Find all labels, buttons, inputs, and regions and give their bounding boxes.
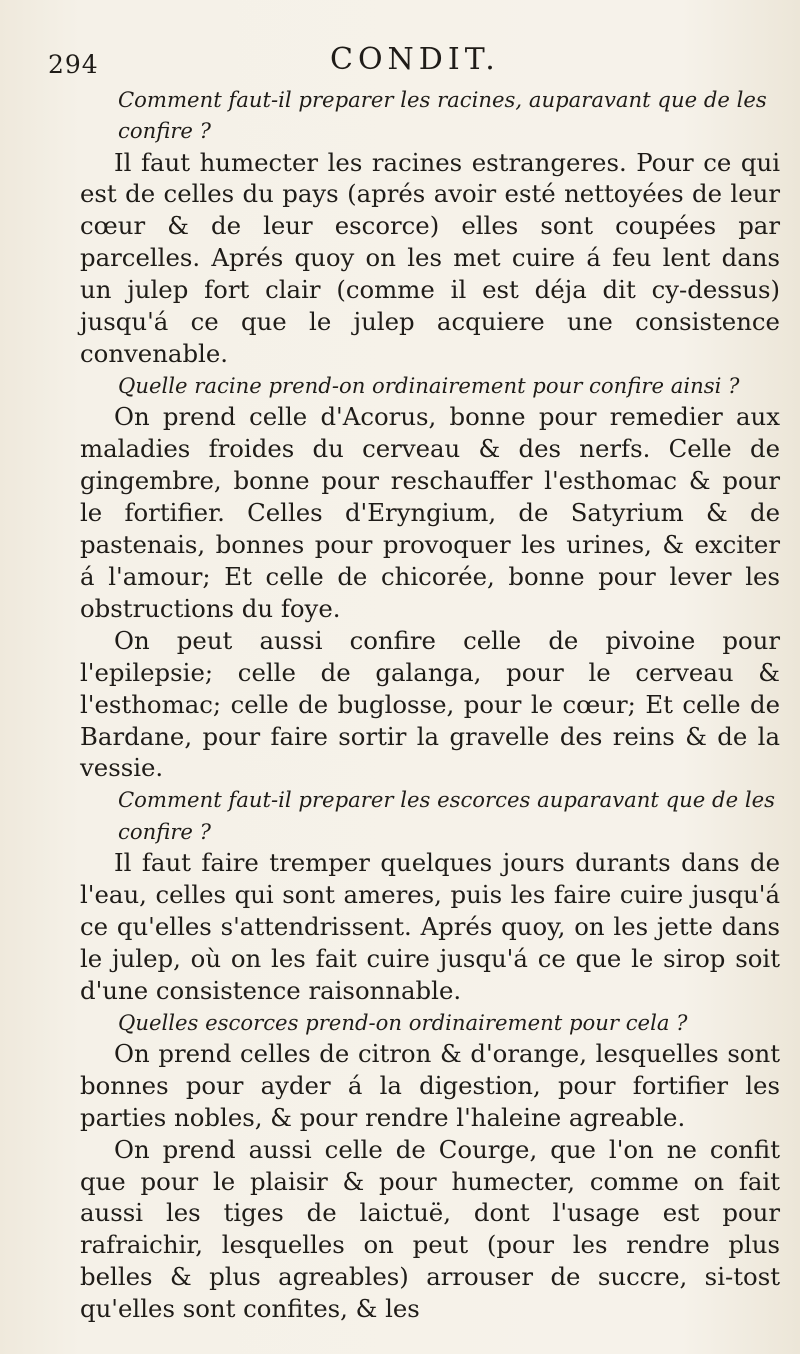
paragraph: Il faut faire tremper quelques jours durants dans de l'eau, celles qui sont ameres, puis les faire cuire jusqu'á ce qu'elles s'attendrissent. Aprés quoy, on les jette dans le julep, où on les fait cuire jusqu'á ce que le sirop soit d'une consistence raisonnable. xyxy=(80,847,780,1005)
paragraph: On peut aussi confire celle de pivoine pour l'epilepsie; celle de galanga, pour le cerveau & l'esthomac; celle de buglosse, pour le cœur; Et celle de Bardane, pour faire sortir la gravelle des reins & de la vessie. xyxy=(80,625,780,783)
paragraph: Il faut humecter les racines estrangeres. Pour ce qui est de celles du pays (aprés avoir esté nettoyées de leur cœur & de leur escorce) elles sont coupées par parcelles. Aprés quoy on les met cuire á feu lent dans un julep fort clair (comme il est déja dit cy-dessus) jusqu'á ce que le julep acquiere une consistence convenable. xyxy=(80,147,780,369)
body-text xyxy=(80,84,780,1325)
paragraph: On prend aussi celle de Courge, que l'on ne confit que pour le plaisir & pour humecter, comme on fait aussi les tiges de laictuë, dont l'usage est pour rafraichir, lesquelles on peut (pour les rendre plus belles & plus agreables) arrouser de succre, si-tost qu'elles sont confites, & les xyxy=(80,1134,780,1324)
running-head: CONDIT. xyxy=(330,42,500,77)
paragraph: On prend celles de citron & d'orange, lesquelles sont bonnes pour ayder á la digestion, pour fortifier les parties nobles, & pour rendre l'haleine agreable. xyxy=(80,1038,780,1132)
question-heading: Quelles escorces prend-on ordinairement pour cela ? xyxy=(118,1009,688,1035)
paragraph: On prend celle d'Acorus, bonne pour remedier aux maladies froides du cerveau & des nerfs. Celle de gingembre, bonne pour reschauffer l'esthomac & pour le fortifier. Celles d'Eryngium, de Satyrium & de pastenais, bonnes pour provoquer les urines, & exciter á l'amour; Et celle de chicorée, bonne pour lever les obstructions du foye. xyxy=(80,402,780,623)
question-heading: Comment faut-il preparer les escorces auparavant que de les confire ? xyxy=(118,787,775,844)
question-heading: Comment faut-il preparer les racines, auparavant que de les confire ? xyxy=(118,87,767,144)
page-header xyxy=(0,38,800,78)
question-heading: Quelle racine prend-on ordinairement pour confire ainsi ? xyxy=(118,373,740,399)
page-number: 294 xyxy=(48,50,99,79)
